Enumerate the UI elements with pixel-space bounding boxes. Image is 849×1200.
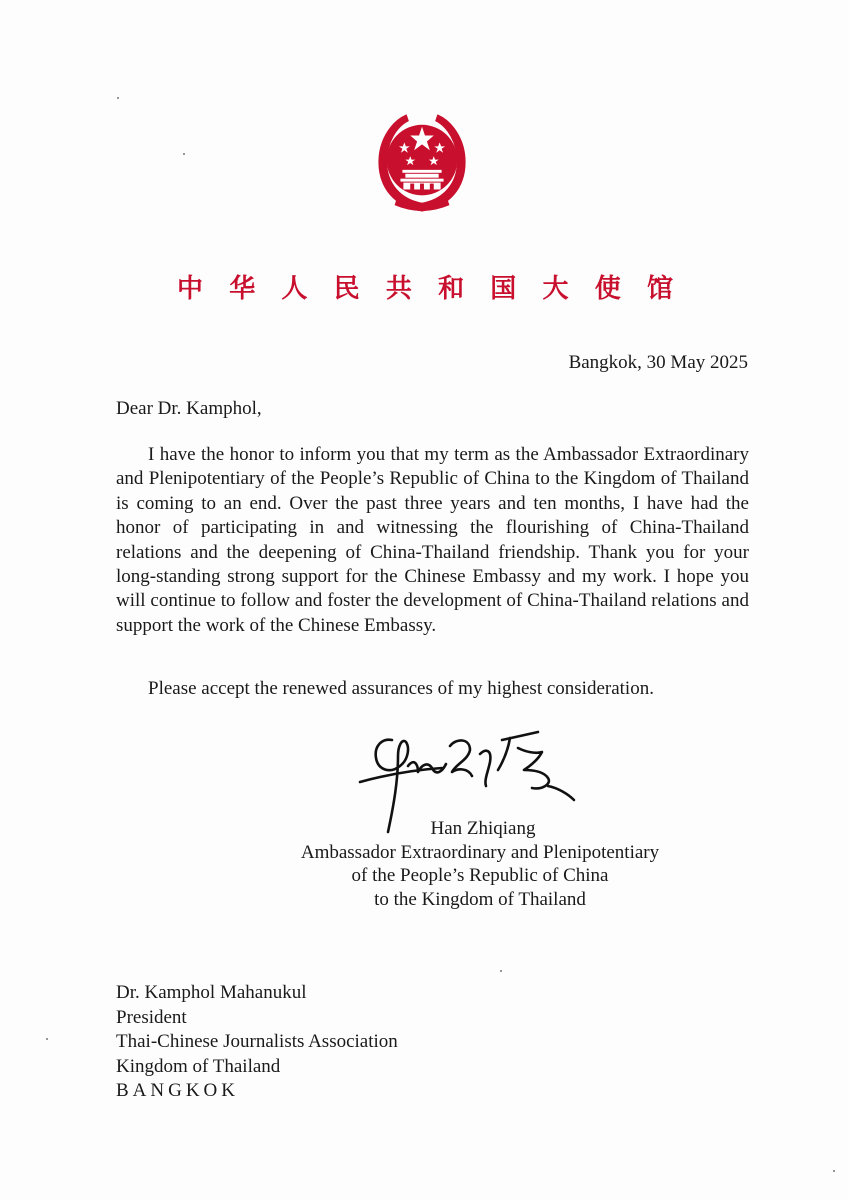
- signatory-title-line: to the Kingdom of Thailand: [374, 888, 586, 910]
- addressee-block: [116, 981, 398, 1104]
- closing-line: Please accept the renewed assurances of my highest consideration.: [148, 678, 654, 699]
- embassy-name-char: 和: [438, 274, 465, 304]
- scan-speck: [117, 97, 119, 99]
- signature-block: [260, 817, 700, 911]
- addressee-name: Dr. Kamphol Mahanukul: [116, 982, 307, 1003]
- embassy-name-char: 中: [176, 274, 203, 304]
- scan-speck: [46, 1038, 48, 1040]
- addressee-position: President: [116, 1006, 187, 1028]
- letter-date: Bangkok, 30 May 2025: [568, 352, 748, 373]
- embassy-name-char: 馆: [646, 274, 673, 304]
- addressee-organization: Thai-Chinese Journalists Association: [116, 1031, 398, 1052]
- salutation: Dear Dr. Kamphol,: [116, 398, 262, 419]
- addressee-country: Kingdom of Thailand: [116, 1055, 281, 1077]
- signatory-title-line: of the People’s Republic of China: [351, 865, 609, 886]
- national-emblem-icon: [373, 108, 471, 218]
- scan-speck: [183, 153, 185, 155]
- embassy-name-char: 民: [333, 274, 360, 304]
- embassy-name-char: 人: [281, 274, 308, 304]
- signatory-name: Han Zhiqiang: [430, 818, 536, 839]
- scan-speck: [833, 1170, 835, 1172]
- embassy-name-char: 华: [229, 274, 256, 304]
- scan-speck: [500, 970, 502, 972]
- embassy-name-char: 使: [594, 274, 621, 304]
- addressee-city: BANGKOK: [116, 1080, 239, 1101]
- embassy-name-char: 大: [542, 274, 569, 304]
- embassy-name-chinese: [170, 268, 680, 305]
- letter-body: I have the honor to inform you that my term as the Ambassador Extraordinary and Plenipotentiary of the People’s Republic of China to the Kingdom of Thailand is coming to an end. Over the past three years and ten months, I have had the honor of participating in and witnessing the flourishing of China-Thailand relations and the deepening of China-Thailand friendship. Thank you for your long-standing strong support for the Chinese Embassy and my work. I hope you will continue to follow and foster the development of China-Thailand relations and support the work of the Chinese Embassy.: [116, 444, 749, 636]
- signatory-title-line: Ambassador Extraordinary and Plenipotentiary: [300, 841, 660, 863]
- embassy-name-char: 共: [385, 274, 412, 304]
- embassy-name-char: 国: [490, 274, 517, 304]
